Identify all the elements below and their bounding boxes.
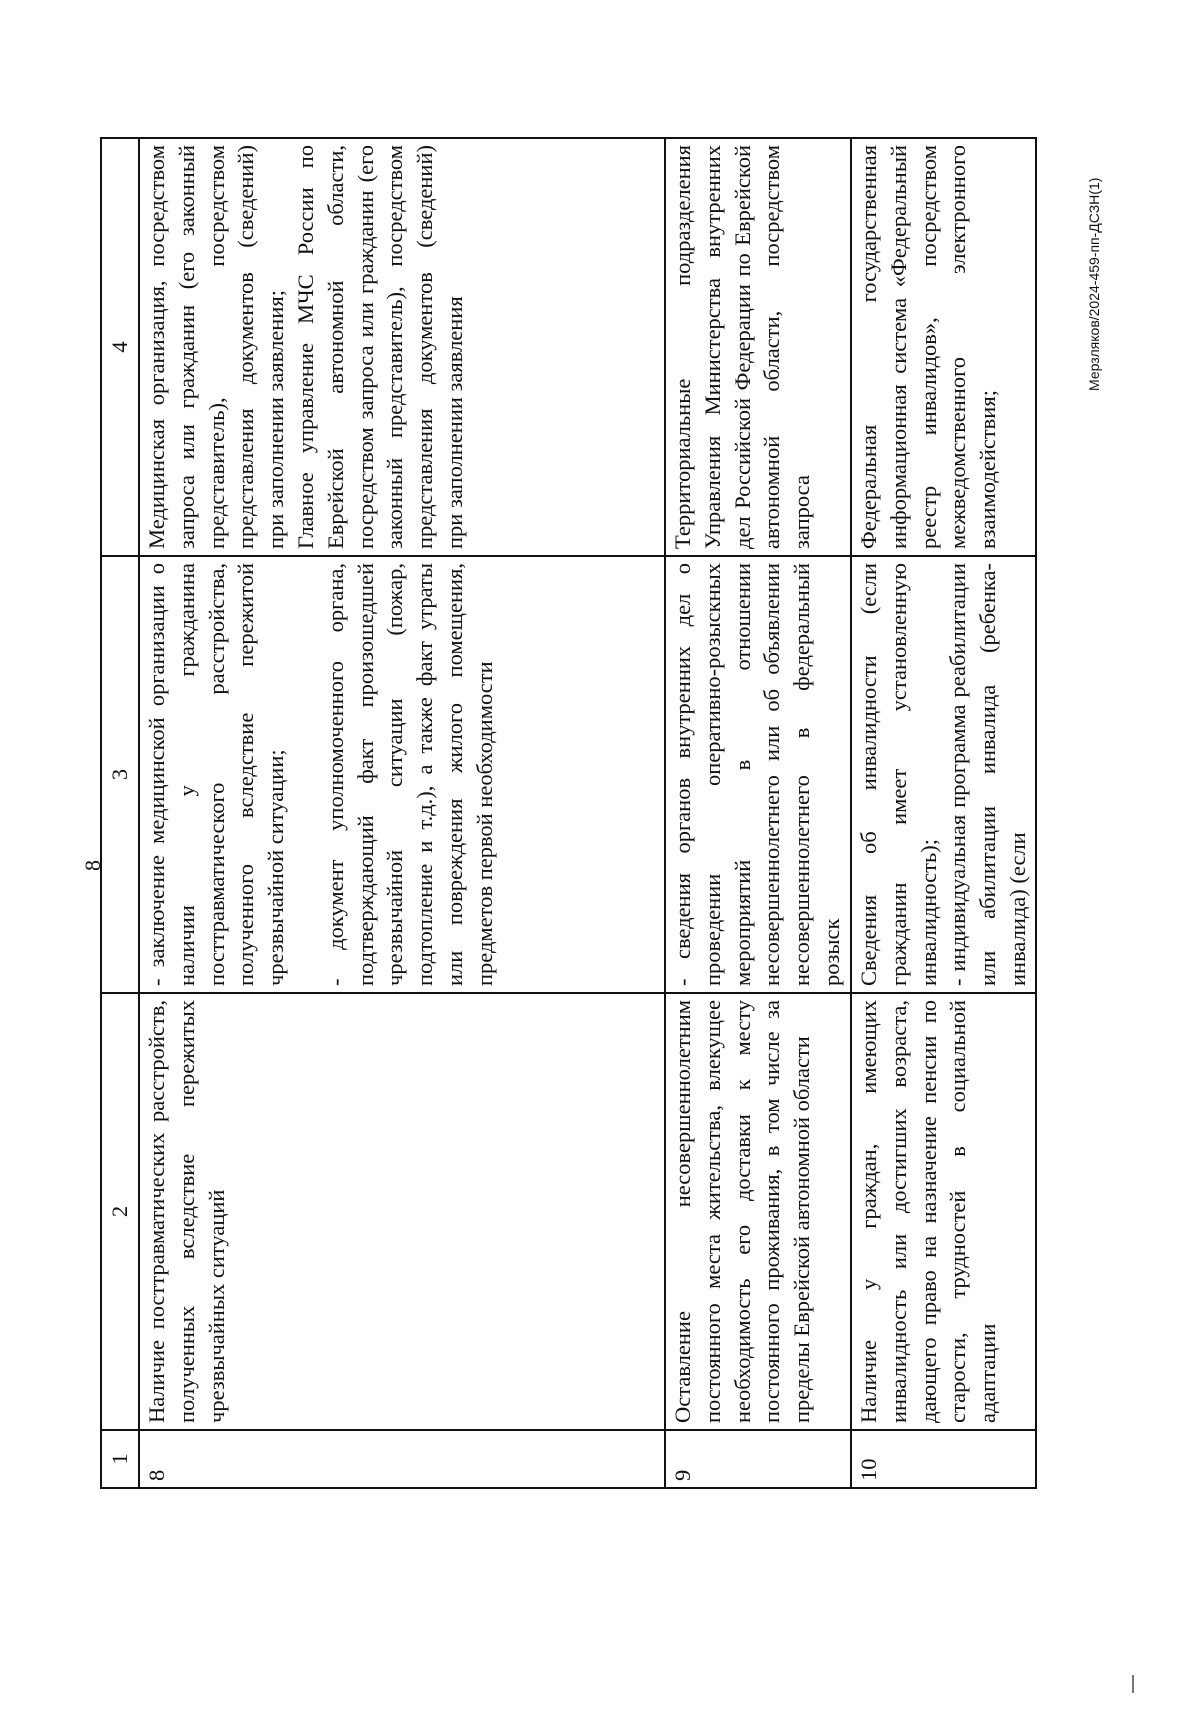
- source-item: Медицинская организация, посредством запроса или гражданин (его законный представитель), посредством представления документов (сведений) при заполнении заявления;: [144, 145, 289, 549]
- row-number: 9: [665, 1430, 851, 1488]
- scan-edge-mark: [1132, 1675, 1134, 1693]
- table-row: [139, 138, 665, 1488]
- document-item: - сведения органов внутренних дел о проведении оперативно-розыскных мероприятий в отношении несовершеннолетнего или об объявлении несовершеннолетнего в федеральный розыск: [670, 563, 844, 986]
- header-col-1: 1: [101, 1430, 139, 1488]
- source-item: Федеральная государственная информационная система «Федеральный реестр инвалидов», посредством межведомственного электронного взаимодействия;: [856, 145, 1001, 549]
- document-item: - документ уполномоченного органа, подтверждающий факт произошедшей чрезвычайной ситуации (пожар, подтопление и т.д.), а также факт утраты или повреждения жилого помещения, предметов первой необходимости: [322, 563, 497, 986]
- row-condition: Наличие посттравматических расстройств, полученных вследствие пережитых чрезвычайных ситуаций: [139, 993, 665, 1430]
- row-documents: [665, 556, 851, 993]
- header-row: [101, 138, 139, 1488]
- row-documents: [139, 556, 665, 993]
- document-item: - заключение медицинской организации о наличии у гражданина посттравматического расстройства, полученного вследствие пережитой чрезвычайной ситуации;: [144, 563, 289, 986]
- header-col-3: 3: [101, 556, 139, 993]
- table-row: [851, 138, 1036, 1488]
- source-item: Территориальные подразделения Управления Министерства внутренних дел Российской Федерации по Еврейской автономной области, посредством запроса: [670, 145, 815, 549]
- source-item: Главное управление МЧС России по Еврейской автономной области, посредством запроса или гражданин (его законный представитель), посредством представления документов (сведений) при заполнении заявления: [292, 145, 467, 549]
- row-number: 10: [851, 1430, 1036, 1488]
- row-number: 8: [139, 1430, 665, 1488]
- table-row: [665, 138, 851, 1488]
- document-item: Сведения об инвалидности (если гражданин имеет установленную инвалидность);: [856, 563, 941, 986]
- header-col-4: 4: [101, 138, 139, 556]
- requirements-table: [100, 137, 1037, 1489]
- header-col-2: 2: [101, 993, 139, 1430]
- row-condition: Наличие у граждан, имеющих инвалидность или достигших возраста, дающего право на назначение пенсии по старости, трудностей в социальной адаптации: [851, 993, 1036, 1430]
- document-code: Мерзляков/2024-459-пп-ДСЗН(1): [1086, 177, 1102, 391]
- row-source: [139, 138, 665, 556]
- row-source: [851, 138, 1036, 556]
- document-item: - индивидуальная программа реабилитации или абилитации инвалида (ребенка-инвалида) (если: [945, 563, 1030, 986]
- row-source: [665, 138, 851, 556]
- spacer: [291, 563, 321, 986]
- row-documents: [851, 556, 1036, 993]
- row-condition: Оставление несовершеннолетним постоянного места жительства, влекущее необходимость его доставки к месту постоянного проживания, в том числе за пределы Еврейской автономной области: [665, 993, 851, 1430]
- page-number: 8: [80, 860, 105, 871]
